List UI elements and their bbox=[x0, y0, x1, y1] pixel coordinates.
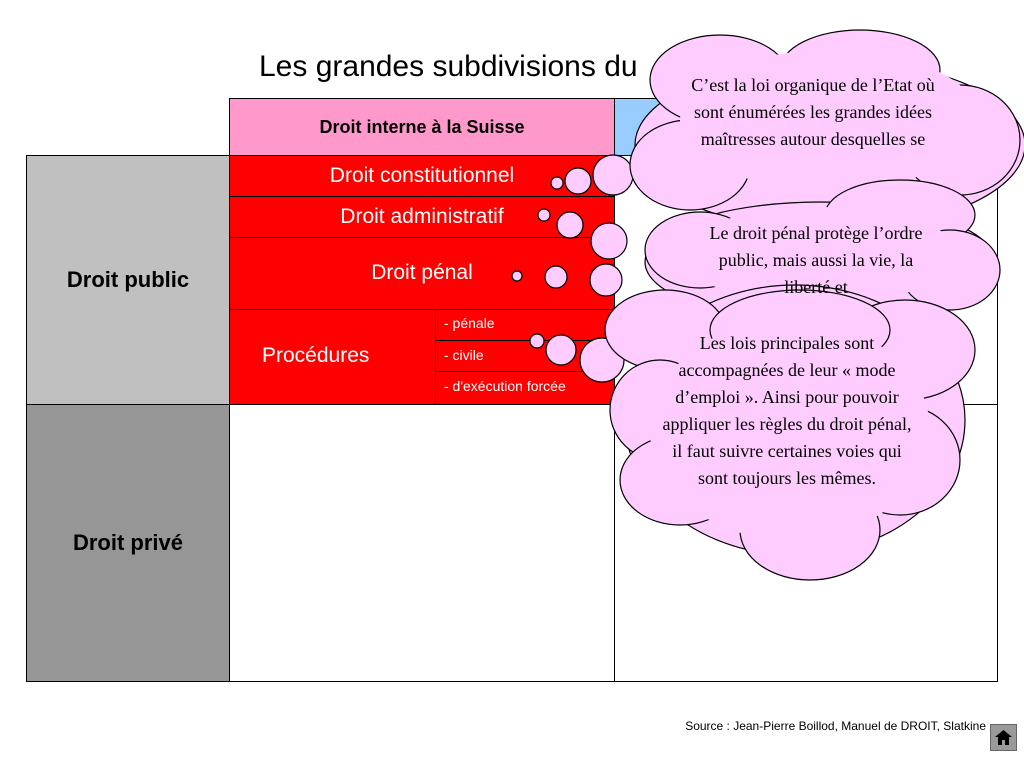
row-label-droit-public: Droit public bbox=[26, 155, 230, 405]
home-icon bbox=[994, 729, 1013, 746]
procedure-item-execution-forcee: - d'exécution forcée bbox=[435, 371, 615, 405]
row-label-droit-prive: Droit privé bbox=[26, 404, 230, 682]
procedure-item-penale: - pénale bbox=[435, 309, 615, 340]
cell-droit-penal[interactable]: Droit pénal bbox=[229, 237, 615, 310]
slide-title: Les grandes subdivisions du bbox=[259, 50, 638, 83]
procedure-item-civile: - civile bbox=[435, 340, 615, 371]
cell-droit-constitutionnel[interactable]: Droit constitutionnel bbox=[229, 155, 615, 197]
procedures-label: Procédures bbox=[262, 344, 370, 367]
bubble-text-procedures: Les lois principales sont accompagnées de leur « mode d’emploi ». Ainsi pour pouvoir appliquer les règles du droit pénal, il faut suivre certaines voies qui sont toujours les mêmes. bbox=[662, 333, 912, 488]
bubble-text-constitutionnel: C’est la loi organique de l’Etat où sont énumérées les grandes idées maîtresses autour desquelles se bbox=[691, 75, 935, 149]
source-citation: Source : Jean-Pierre Boillod, Manuel de DROIT, Slatkine bbox=[685, 719, 986, 733]
home-button[interactable] bbox=[990, 724, 1017, 751]
bubble-text-penal: Le droit pénal protège l’ordre public, mais aussi la vie, la liberté et bbox=[709, 223, 923, 297]
header-droit-interne: Droit interne à la Suisse bbox=[229, 98, 615, 156]
cell-droit-administratif[interactable]: Droit administratif bbox=[229, 196, 615, 238]
